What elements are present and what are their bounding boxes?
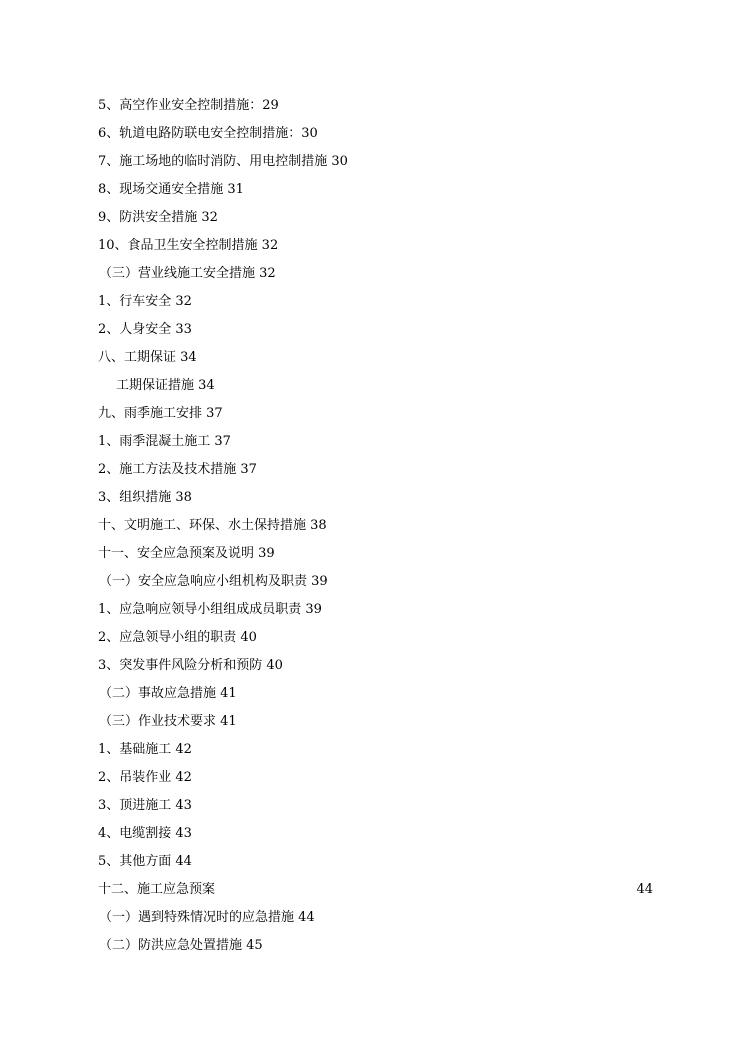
toc-entry-text: 十一、安全应急预案及说明 39 <box>98 546 275 561</box>
toc-entry-text: 2、人身安全 33 <box>98 322 192 337</box>
toc-entry <box>98 232 658 260</box>
toc-entry-text: 1、行车安全 32 <box>98 294 192 309</box>
toc-entry <box>98 932 658 960</box>
toc-entry <box>98 568 658 596</box>
toc-entry-text: 9、防洪安全措施 32 <box>98 210 218 225</box>
toc-entry-text: 工期保证措施 34 <box>116 378 215 393</box>
toc-entry-text: 1、应急响应领导小组组成成员职责 39 <box>98 602 322 617</box>
toc-entry <box>98 372 658 400</box>
toc-entry <box>98 484 658 512</box>
toc-entry <box>98 316 658 344</box>
toc-entry-text: 4、电缆割接 43 <box>98 826 192 841</box>
toc-entry-text: 10、食品卫生安全控制措施 32 <box>98 238 279 253</box>
toc-entry <box>98 344 658 372</box>
toc-entry <box>98 120 658 148</box>
toc-entry-text: 2、施工方法及技术措施 37 <box>98 462 257 477</box>
toc-entry <box>98 540 658 568</box>
toc-entry <box>98 652 658 680</box>
toc-entry <box>98 876 658 904</box>
toc-entry <box>98 820 658 848</box>
toc-entry-text: 2、吊装作业 42 <box>98 770 192 785</box>
toc-entry-text: 3、顶进施工 43 <box>98 798 192 813</box>
toc-entry-text: （二）防洪应急处置措施 45 <box>99 938 263 953</box>
toc-entry <box>98 512 658 540</box>
toc-entry <box>98 204 658 232</box>
toc-entry <box>98 708 658 736</box>
toc-entry <box>98 792 658 820</box>
toc-entry-text: （一）遇到特殊情况时的应急措施 44 <box>99 910 315 925</box>
toc-entry <box>98 596 658 624</box>
toc-entry-text: 八、工期保证 34 <box>98 350 197 365</box>
toc-entry <box>98 428 658 456</box>
toc-entry-text: 8、现场交通安全措施 31 <box>98 182 244 197</box>
toc-entry-text: 1、雨季混凝土施工 37 <box>98 434 231 449</box>
toc-entry <box>98 680 658 708</box>
toc-entry-text: 3、突发事件风险分析和预防 40 <box>98 658 283 673</box>
toc-entry-text: 1、基础施工 42 <box>98 742 192 757</box>
toc-entry-text: 九、雨季施工安排 37 <box>98 406 223 421</box>
toc-entry-text: 2、应急领导小组的职责 40 <box>98 630 257 645</box>
toc-entry <box>98 624 658 652</box>
toc-entry-text: 十二、施工应急预案 <box>98 882 216 897</box>
table-of-contents <box>98 92 658 960</box>
toc-entry-text: 5、高空作业安全控制措施：29 <box>98 98 279 113</box>
toc-entry <box>98 848 658 876</box>
toc-entry <box>98 288 658 316</box>
toc-entry-text: 3、组织措施 38 <box>98 490 192 505</box>
toc-entry <box>98 176 658 204</box>
toc-entry-text: （一）安全应急响应小组机构及职责 39 <box>99 574 328 589</box>
toc-entry-text: 6、轨道电路防联电安全控制措施：30 <box>98 126 318 141</box>
toc-entry <box>98 736 658 764</box>
toc-entry-text: 7、施工场地的临时消防、用电控制措施 30 <box>98 154 348 169</box>
toc-entry <box>98 260 658 288</box>
toc-entry-text: （三）作业技术要求 41 <box>99 714 237 729</box>
toc-entry-text: 十、文明施工、环保、水土保持措施 38 <box>98 518 327 533</box>
toc-entry-text: （二）事故应急措施 41 <box>99 686 237 701</box>
toc-entry <box>98 456 658 484</box>
toc-page-number: 44 <box>636 882 653 897</box>
toc-entry-text: 5、其他方面 44 <box>98 854 192 869</box>
toc-entry <box>98 400 658 428</box>
toc-entry <box>98 148 658 176</box>
toc-entry <box>98 904 658 932</box>
toc-entry-text: （三）营业线施工安全措施 32 <box>99 266 276 281</box>
toc-entry <box>98 92 658 120</box>
toc-entry <box>98 764 658 792</box>
